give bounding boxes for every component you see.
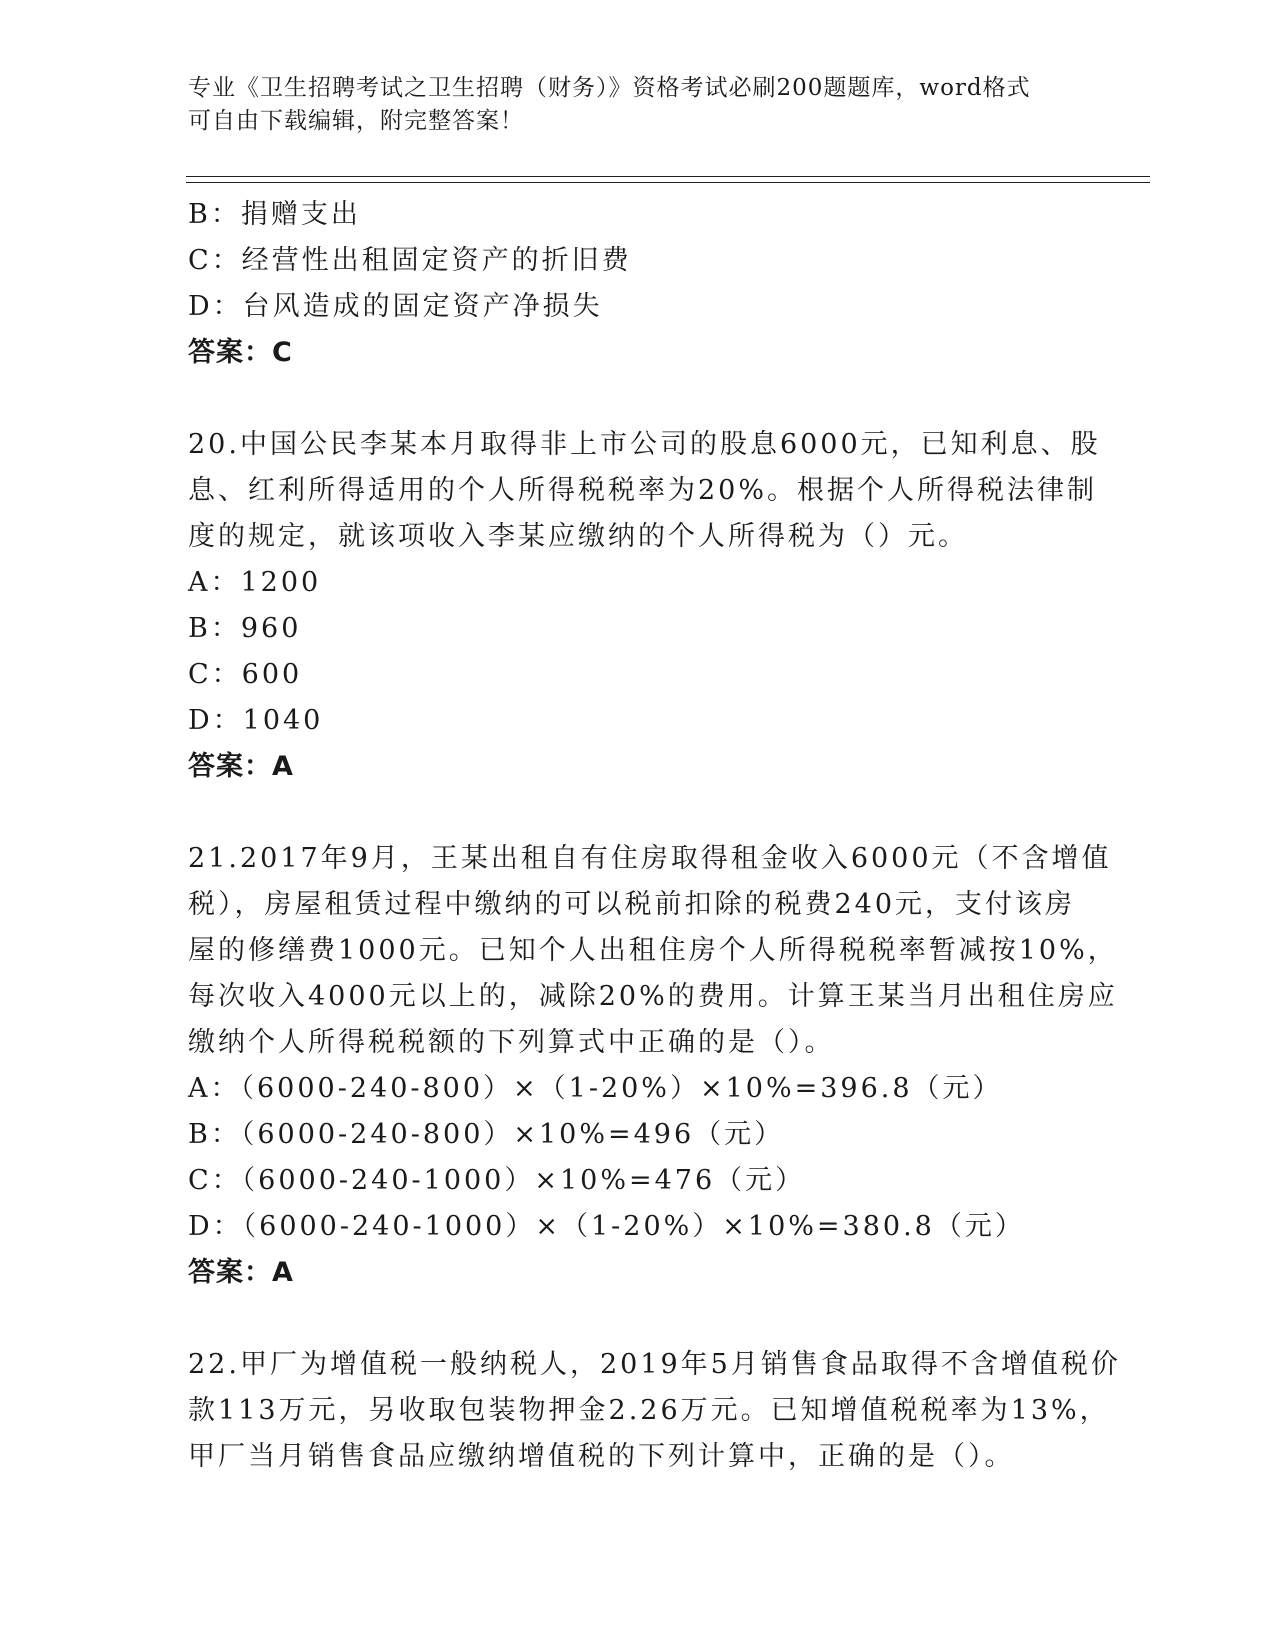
spacer bbox=[188, 1296, 1088, 1342]
q21-text-line: 21.2017年9月，王某出租自有住房取得租金收入6000元（不含增值 bbox=[188, 843, 1112, 874]
q19-option-d: D：台风造成的固定资产净损失 bbox=[188, 291, 603, 322]
q20-text-line: 20.中国公民李某本月取得非上市公司的股息6000元，已知利息、股 bbox=[188, 429, 1101, 460]
q20-option-d: D：1040 bbox=[188, 705, 324, 736]
q21-text-line: 缴纳个人所得税税额的下列算式中正确的是（）。 bbox=[188, 1027, 835, 1058]
q21-option-b: B：（6000-240-800）×10%=496（元） bbox=[188, 1119, 785, 1150]
q19-option-c: C：经营性出租固定资产的折旧费 bbox=[188, 245, 632, 276]
q19-answer: 答案：C bbox=[188, 337, 293, 368]
q20-option-c: C：600 bbox=[188, 659, 303, 690]
question-content bbox=[188, 192, 1121, 1480]
q19-option-b: B：捐赠支出 bbox=[188, 199, 361, 230]
q20-answer: 答案：A bbox=[188, 751, 294, 782]
q21-option-c: C：（6000-240-1000）×10%=476（元） bbox=[188, 1165, 806, 1196]
q20-text-line: 息、红利所得适用的个人所得税税率为20%。根据个人所得税法律制 bbox=[188, 475, 1098, 506]
spacer bbox=[188, 376, 1088, 422]
q20-option-a: A：1200 bbox=[188, 567, 322, 598]
q20-text-line: 度的规定，就该项收入李某应缴纳的个人所得税为（）元。 bbox=[188, 521, 968, 552]
header-line-1: 专业《卫生招聘考试之卫生招聘（财务）》资格考试必刷200题题库，word格式 bbox=[188, 75, 1031, 101]
q21-option-a: A：（6000-240-800）×（1-20%）×10%=396.8（元） bbox=[188, 1073, 1003, 1104]
spacer bbox=[188, 790, 1088, 836]
q21-option-d: D：（6000-240-1000）×（1-20%）×10%=380.8（元） bbox=[188, 1211, 1025, 1242]
header-line-2: 可自由下载编辑，附完整答案！ bbox=[188, 108, 524, 134]
q21-text-line: 屋的修缮费1000元。已知个人出租住房个人所得税税率暂减按10%， bbox=[188, 935, 1118, 966]
q20-option-b: B：960 bbox=[188, 613, 302, 644]
page-header bbox=[188, 72, 1068, 138]
q21-text-line: 税），房屋租赁过程中缴纳的可以税前扣除的税费240元，支付该房 bbox=[188, 889, 1076, 920]
q22-text-line: 款113万元，另收取包装物押金2.26万元。已知增值税税率为13%， bbox=[188, 1395, 1110, 1426]
q21-text-line: 每次收入4000元以上的，减除20%的费用。计算王某当月出租住房应 bbox=[188, 981, 1118, 1012]
header-divider-bottom bbox=[186, 182, 1150, 183]
q22-text-line: 甲厂当月销售食品应缴纳增值税的下列计算中，正确的是（）。 bbox=[188, 1441, 1015, 1472]
q22-text-line: 22.甲厂为增值税一般纳税人，2019年5月销售食品取得不含增值税价 bbox=[188, 1349, 1121, 1380]
q21-answer: 答案：A bbox=[188, 1257, 294, 1288]
header-divider-top bbox=[186, 176, 1150, 177]
